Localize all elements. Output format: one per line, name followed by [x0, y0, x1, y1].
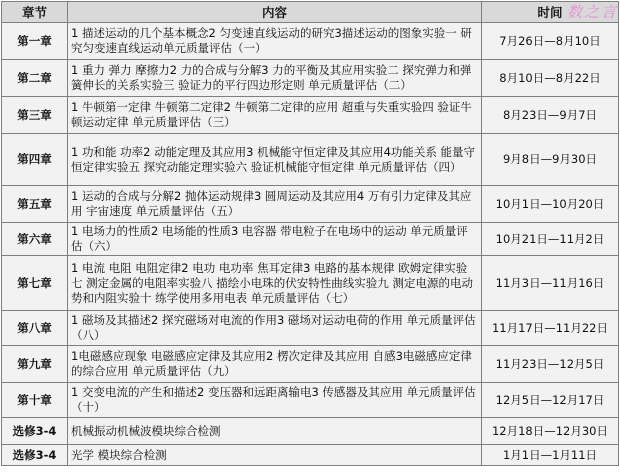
cell-time: 8月10日—8月22日 [482, 60, 619, 97]
cell-chapter: 第五章 [2, 186, 68, 223]
cell-content: 1 功和能 功率2 动能定理及其应用3 机械能守恒定律及其应用4功能关系 能量守恒定律实验五 探究动能定理实验六 验证机械能守恒定律 单元质量评估（四） [68, 134, 482, 186]
table-header-row [2, 2, 619, 23]
cell-chapter: 选修3-4 [2, 445, 68, 466]
cell-content: 1 运动的合成与分解2 抛体运动规律3 圆周运动及其应用4 万有引力定律及其应用 宇宙速度 单元质量评估（五） [68, 186, 482, 223]
cell-content: 1 牛顿第一定律 牛顿第二定律2 牛顿第二定律的应用 超重与失重实验四 验证牛顿运动定律 单元质量评估（三） [68, 97, 482, 134]
cell-chapter: 第八章 [2, 311, 68, 346]
table-row [2, 186, 619, 223]
cell-content: 1 重力 弹力 摩擦力2 力的合成与分解3 力的平衡及其应用实验二 探究弹力和弹簧伸长的关系实验三 验证力的平行四边形定则 单元质量评估（二） [68, 60, 482, 97]
table-row [2, 97, 619, 134]
cell-time: 12月5日—12月17日 [482, 383, 619, 418]
cell-time: 10月21日—11月2日 [482, 223, 619, 256]
cell-chapter: 第十章 [2, 383, 68, 418]
cell-content: 1 电流 电阻 电阻定律2 电功 电功率 焦耳定律3 电路的基本规律 欧姆定律实验七 测定金属的电阻率实验八 描绘小电珠的伏安特性曲线实验九 测定电源的电动势和内阻实验十 练学使用多用电表 单元质量评估（七） [68, 256, 482, 311]
table-row [2, 23, 619, 60]
table-row [2, 311, 619, 346]
cell-chapter: 选修3-4 [2, 418, 68, 445]
cell-content: 1 描述运动的几个基本概念2 匀变速直线运动的研究3描述运动的图象实验一 研究匀变速直线运动单元质量评估（一） [68, 23, 482, 60]
table-row [2, 383, 619, 418]
header-time: 时间 [482, 2, 619, 23]
cell-content: 1 磁场及其描述2 探究磁场对电流的作用3 磁场对运动电荷的作用 单元质量评估（八） [68, 311, 482, 346]
table-row [2, 60, 619, 97]
table-row [2, 134, 619, 186]
cell-chapter: 第七章 [2, 256, 68, 311]
table-row [2, 445, 619, 466]
cell-content: 1 交变电流的产生和描述2 变压器和远距离输电3 传感器及其应用 单元质量评估（十） [68, 383, 482, 418]
watermark-logo: 数之言 [566, 3, 618, 21]
schedule-table [1, 1, 619, 466]
header-content: 内容 [68, 2, 482, 23]
cell-chapter: 第二章 [2, 60, 68, 97]
cell-content: 机械振动机械波模块综合检测 [68, 418, 482, 445]
cell-content: 1 电场力的性质2 电场能的性质3 电容器 带电粒子在电场中的运动 单元质量评估（六） [68, 223, 482, 256]
cell-time: 11月17日—11月22日 [482, 311, 619, 346]
cell-content: 光学 模块综合检测 [68, 445, 482, 466]
cell-chapter: 第一章 [2, 23, 68, 60]
cell-time: 11月3日—11月16日 [482, 256, 619, 311]
cell-time: 9月8日—9月30日 [482, 134, 619, 186]
cell-time: 7月26日—8月10日 [482, 23, 619, 60]
cell-chapter: 第四章 [2, 134, 68, 186]
table-row [2, 346, 619, 383]
table-row [2, 418, 619, 445]
cell-time: 12月18日—12月30日 [482, 418, 619, 445]
cell-time: 8月23日—9月7日 [482, 97, 619, 134]
table-row [2, 256, 619, 311]
cell-content: 1电磁感应现象 电磁感应定律及其应用2 楞次定律及其应用 自感3电磁感应定律的综合应用 单元质量评估（九） [68, 346, 482, 383]
cell-chapter: 第三章 [2, 97, 68, 134]
cell-chapter: 第六章 [2, 223, 68, 256]
header-chapter: 章节 [2, 2, 68, 23]
cell-time: 1月1日—1月11日 [482, 445, 619, 466]
table-body [2, 23, 619, 466]
cell-time: 11月23日—12月5日 [482, 346, 619, 383]
cell-chapter: 第九章 [2, 346, 68, 383]
cell-time: 10月1日—10月20日 [482, 186, 619, 223]
table-row [2, 223, 619, 256]
